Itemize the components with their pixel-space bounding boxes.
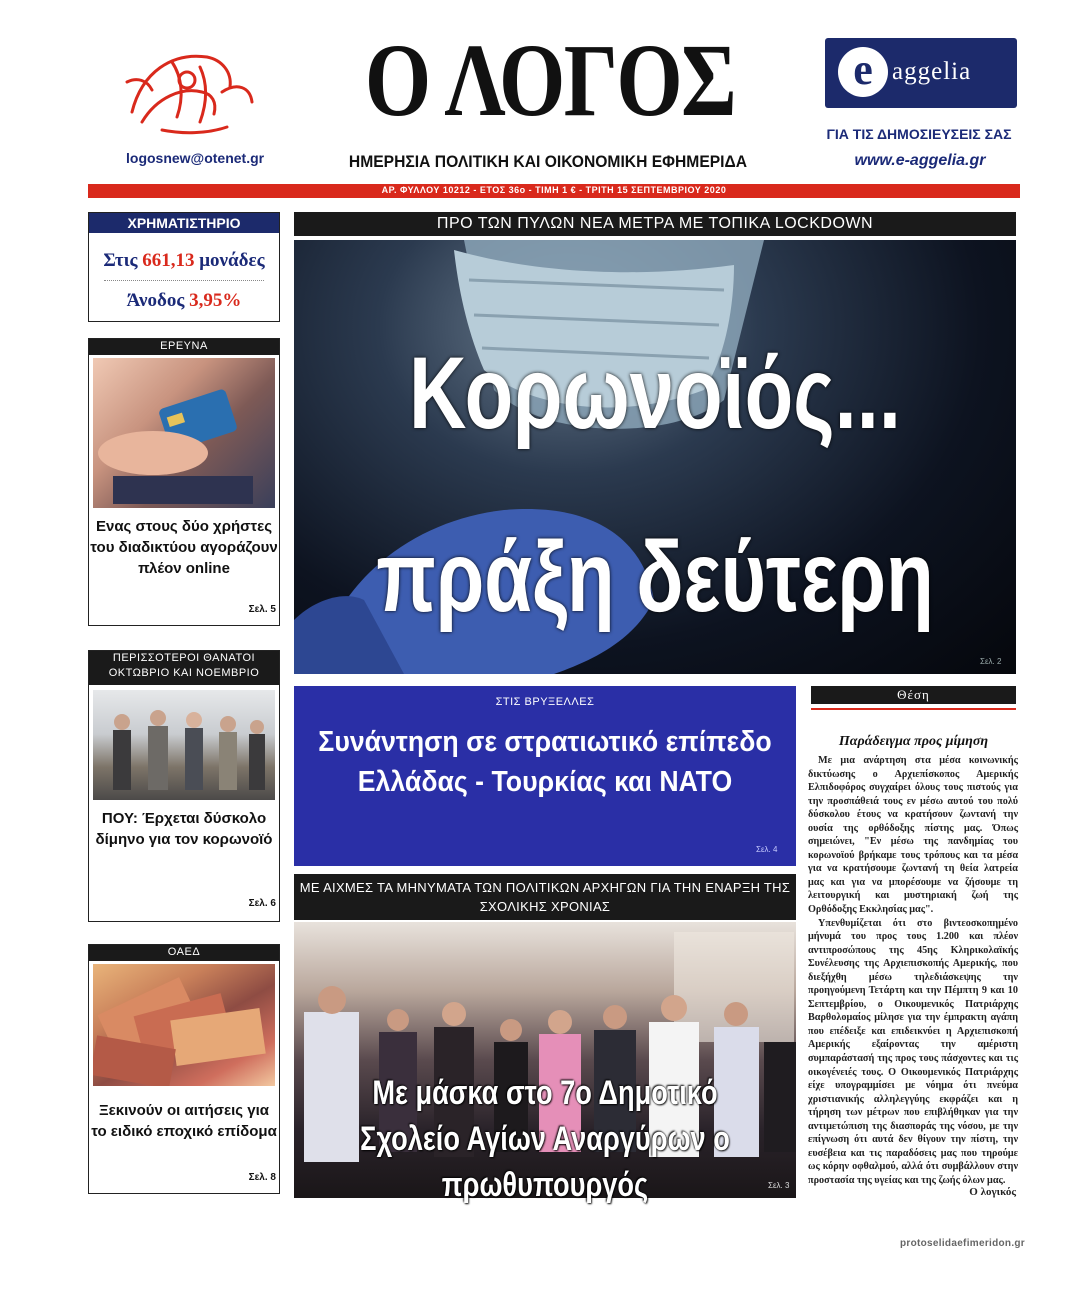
newspaper-title: Ο ΛΟΓΟΣ	[364, 23, 736, 138]
lead-kicker: ΠΡΟ ΤΩΝ ΠΥΛΩΝ ΝΕΑ ΜΕΤΡΑ ΜΕ ΤΟΠΙΚΑ LOCKDOWN	[294, 212, 1016, 236]
page-ref: Σελ. 6	[248, 898, 276, 909]
divider	[104, 280, 264, 281]
school-caption: Με μάσκα στο 7ο Δημοτικό Σχολείο Αγίων Αναργύρων ο πρωθυπουργός	[360, 1074, 730, 1204]
ad-logo-text: aggelia	[892, 58, 972, 85]
page-ref: Σελ. 8	[248, 1172, 276, 1183]
page-ref: Σελ. 4	[756, 845, 778, 854]
ad-logo-letter: e	[838, 47, 888, 97]
sidebar-story-text: Ξεκινούν οι αιτήσεις για το ειδικό εποχικό επίδομα	[91, 1102, 277, 1140]
brussels-headline: Συνάντηση σε στρατιωτικό επίπεδο Ελλάδας - Τουρκίας και ΝΑΤΟ	[318, 726, 772, 798]
divider	[811, 708, 1016, 710]
sidebar-story-text: Ενας στους δύο χρήστες του διαδικτύου αγοράζουν πλέον online	[90, 518, 278, 577]
school-kicker: ΜΕ ΑΙΧΜΕΣ ΤΑ ΜΗΝΥΜΑΤΑ ΤΩΝ ΠΟΛΙΤΙΚΩΝ ΑΡΧΗΓΩΝ ΓΙΑ ΤΗΝ ΕΝΑΡΞΗ ΤΗΣ ΣΧΟΛΙΚΗΣ ΧΡΟΝΙΑΣ	[294, 874, 796, 920]
opinion-label: Θέση	[811, 686, 1016, 704]
page-ref: Σελ. 3	[768, 1181, 790, 1190]
sidebar-heading: ΠΕΡΙΣΣΟΤΕΡΟΙ ΘΑΝΑΤΟΙ ΟΚΤΩΒΡΙΟ ΚΑΙ ΝΟΕΜΒΡΙΟ	[89, 651, 279, 685]
source-watermark: protoselidaefimeridon.gr	[900, 1238, 1025, 1249]
page-ref: Σελ. 5	[248, 604, 276, 615]
stock-points	[89, 250, 279, 272]
opinion-signature: Ο λογικός	[969, 1186, 1016, 1198]
opinion-paragraph: Με μια ανάρτηση στα μέσα κοινωνικής δικτύωσης ο Αρχιεπίσκοπος Αμερικής Ελπιδοφόρος συγχαίρει όλους τους πιστούς για την προσπάθειά τους εν μέσω αυτού του πολύ δύσκολου έτους να κρατήσουν ζωντανή την ουσία της ορθόδοξης πίστης μας. Όπως σημειώνει, "Εν μέσω της πανδημίας του κορωνοϊού βρήκαμε τους τρόπους και τα μέσα για να κρατήσουμε ζωντανή τη θεία λατρεία μας και για να μπορέσουμε να ζήσουμε τη λειτουργική και μυστηριακή ζωή της Ορθόδοξης Εκκλησίας μας".	[808, 755, 1018, 916]
stock-change-prefix: Άνοδος	[126, 290, 185, 311]
lead-headline-line-1: Κορωνοϊός...	[409, 336, 901, 450]
online-shopping-photo	[93, 358, 275, 508]
page-ref: Σελ. 2	[980, 657, 1002, 666]
sidebar-story-text: ΠΟΥ: Έρχεται δύσκολο δίμηνο για τον κορωνοϊό	[95, 810, 273, 848]
lead-headline-line-2: πράξη δεύτερη	[376, 521, 934, 633]
ad-tagline: ΓΙΑ ΤΙΣ ΔΗΜΟΣΙΕΥΣΕΙΣ ΣΑΣ	[826, 126, 1012, 142]
stock-change-value: 3,95%	[189, 290, 242, 311]
newspaper-subtitle: ΗΜΕΡΗΣΙΑ ΠΟΛΙΤΙΚΗ ΚΑΙ ΟΙΚΟΝΟΜΙΚΗ ΕΦΗΜΕΡΙΔΑ	[348, 152, 748, 171]
euro-banknotes-photo	[93, 964, 275, 1086]
opinion-paragraph: Υπενθυμίζεται ότι στο βιντεοσκοπημένο μήνυμά του προς τους 1.200 και πλέον αντιπροσώπους της 45ης Κληρικολαϊκής Συνέλευσης της Αρχιεπισκοπής Αμερικής, που διεξήχθη μέσω τηλεδιάσκεψης την προηγούμενη Τετάρτη και την Πέμπτη 9 και 10 Σεπτεμβρίου, ο Οικουμενικός Πατριάρχης Βαρθολομαίος μίλησε για την έμπρακτη αγάπη που επέδειξε και επιδεικνύει η Αρχιεπισκοπή Αμερικής εξαίροντας την αμέριστη συμπαράστασή της προς τους πάσχοντες και τις οικογένειές τους. Ο Οικουμενικός Πατριάρχης είχε υπογραμμίσει με νόημα ότι πνεύμα χριστιανικής αλληλεγγύης εκφράζει και η τήρηση των μέτρων που επιβλήθηκαν για την αντιμετώπιση της διασποράς της νόσου, με την επίγνωση ότι αυτά δεν θίγουν την πίστη, την ευσέβεια και τις παραδόσεις μας που τηρούμε ως κόρην οφθαλμού, αλλά ότι συμβάλλουν στην προστασία της υγείας και της ζωής όλων μας.	[808, 917, 1018, 1186]
stock-points-value: 661,13	[142, 250, 195, 271]
card-hand-icon	[93, 358, 275, 508]
stock-points-suffix: μονάδες	[199, 250, 265, 271]
contact-email: logosnew@otenet.gr	[126, 150, 265, 166]
opinion-title: Παράδειγμα προς μίμηση	[838, 734, 989, 749]
ad-website: www.e-aggelia.gr	[854, 152, 986, 169]
stock-change	[89, 290, 279, 312]
stock-heading: ΧΡΗΜΑΤΙΣΤΗΡΙΟ	[89, 213, 279, 233]
brussels-kicker: ΣΤΙΣ ΒΡΥΞΕΛΛΕΣ	[495, 696, 595, 708]
street-people-photo	[93, 690, 275, 800]
issue-info: ΑΡ. ΦΥΛΛΟΥ 10212 - ΕΤΟΣ 36ο - ΤΙΜΗ 1 € - ΤΡΙΤΗ 15 ΣΕΠΤΕΜΒΡΙΟΥ 2020	[381, 185, 727, 195]
sidebar-heading: ΕΡΕΥΝΑ	[89, 339, 279, 355]
logo-emblem-icon	[112, 42, 262, 142]
opinion-body	[808, 754, 1018, 1188]
banknotes-icon	[93, 964, 275, 1086]
stock-points-prefix: Στις	[103, 250, 138, 271]
sidebar-heading: ΟΑΕΔ	[89, 945, 279, 961]
pedestrians-icon	[93, 690, 275, 800]
